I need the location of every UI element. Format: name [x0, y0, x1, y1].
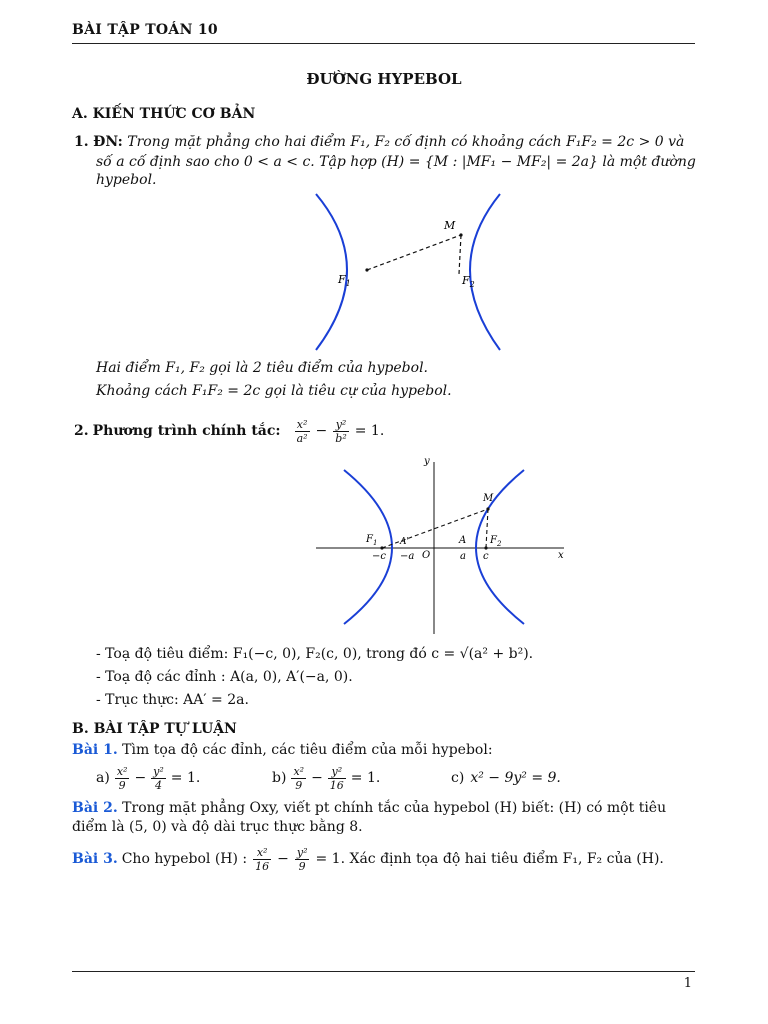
- label-x: x: [558, 550, 564, 561]
- definition-line-3: hypebol.: [96, 172, 157, 188]
- section-b-title: B. BÀI TẬP TỰ LUẬN: [72, 721, 237, 737]
- exercise-1c: c) x² − 9y² = 9.: [451, 770, 561, 786]
- exercise-2-line-2: điểm là (5, 0) và độ dài trục thực bằng 8.: [72, 819, 363, 835]
- label-neg-c: −c: [372, 551, 386, 562]
- item1-number: 1.: [74, 134, 89, 150]
- canonical-equation: 2. Phương trình chính tắc: $\frac{\text{x²}}{\text{a²}}$ − $\frac{\text{y²}}{\text{b²}}$ = 1.: [74, 417, 385, 445]
- definition-line-1: Trong mặt phẳng cho hai điểm F₁, F₂ cố định có khoảng cách F₁F₂ = 2c > 0 và: [127, 134, 685, 150]
- item1-label: ĐN:: [93, 134, 123, 150]
- fraction-y2-9: $\frac{\text{y²}}{9}$: [296, 845, 308, 873]
- fraction-x2-9: $\frac{\text{x²}}{9}$: [293, 764, 305, 792]
- mf1-segment: [382, 509, 488, 548]
- right-branch: [470, 194, 500, 350]
- exercise-1-label: Bài 1.: [72, 742, 118, 758]
- section-a-title: A. KIẾN THỨC CƠ BẢN: [72, 106, 256, 122]
- label-pos-c: c: [483, 551, 489, 562]
- f1-point: [380, 546, 383, 549]
- mf1-segment: [367, 235, 461, 270]
- exercise-1b: b) $\frac{\text{x²}}{9}$ − $\frac{\text{y²}}{16}$ = 1.: [272, 764, 381, 792]
- foci-coordinates: - Toạ độ tiêu điểm: F₁(−c, 0), F₂(c, 0), trong đó c = √(a² + b²).: [96, 646, 534, 662]
- label-a-prime: A': [400, 537, 409, 547]
- m-point: [486, 507, 489, 510]
- exercise-2: [72, 799, 702, 818]
- exercise-2-label: Bài 2.: [72, 800, 118, 816]
- label-neg-a: −a: [400, 551, 415, 562]
- exercise-3: Bài 3. Cho hypebol (H) : $\frac{\text{x²}}{16}$ − $\frac{\text{y²}}{9}$ = 1. Xác định tọa độ hai tiêu điểm F₁, F₂ của (H).: [72, 845, 664, 873]
- focal-distance-note: Khoảng cách F₁F₂ = 2c gọi là tiêu cự của hypebol.: [96, 383, 452, 399]
- mf2-segment: [459, 235, 461, 274]
- page-title: ĐƯỜNG HYPEBOL: [306, 70, 462, 88]
- exercise-1: [72, 741, 493, 760]
- label-f2: $F_2$: [462, 274, 475, 289]
- label-pos-a: a: [460, 551, 466, 562]
- fraction-x2-a2: $\frac{\text{x²}}{\text{a²}}$: [296, 417, 308, 445]
- label-y: y: [424, 456, 430, 467]
- exercise-2-line-1: Trong mặt phẳng Oxy, viết pt chính tắc của hypebol (H) biết: (H) có một tiêu: [122, 800, 667, 816]
- f1-point: [365, 268, 368, 271]
- header-title: BÀI TẬP TOÁN 10: [72, 22, 218, 38]
- label-f1: $F_1$: [338, 273, 351, 288]
- header-rule: [72, 43, 695, 44]
- foci-note: Hai điểm F₁, F₂ gọi là 2 tiêu điểm của hypebol.: [96, 360, 428, 376]
- label-m: M: [483, 493, 494, 504]
- exercise-1-text: Tìm tọa độ các đỉnh, các tiêu điểm của mỗi hypebol:: [122, 742, 493, 758]
- left-branch: [316, 194, 347, 350]
- fraction-x2-9: $\frac{\text{x²}}{9}$: [116, 764, 128, 792]
- label-f1: $F_1$: [366, 534, 378, 547]
- definition-block: [74, 133, 704, 152]
- label-m: M: [444, 219, 456, 232]
- fraction-y2-b2: $\frac{\text{y²}}{\text{b²}}$: [335, 417, 347, 445]
- label-o: O: [422, 550, 431, 561]
- footer-rule: [72, 971, 695, 972]
- fraction-y2-4: $\frac{\text{y²}}{4}$: [153, 764, 164, 792]
- m-point: [459, 233, 462, 236]
- item2-label: Phương trình chính tắc:: [92, 422, 281, 439]
- exercise-1a: a) $\frac{\text{x²}}{9}$ − $\frac{\text{y²}}{4}$ = 1.: [96, 764, 201, 792]
- exercise-3-label: Bài 3.: [72, 850, 118, 867]
- fraction-x2-16: $\frac{\text{x²}}{16}$: [255, 845, 270, 873]
- label-a: A: [459, 535, 467, 546]
- hyperbola-figure-1: [300, 190, 520, 355]
- real-axis: - Trục thực: AA′ = 2a.: [96, 692, 249, 708]
- fraction-y2-16: $\frac{\text{y²}}{16}$: [329, 764, 344, 792]
- label-f2: $F_2$: [490, 535, 502, 548]
- f2-point: [484, 546, 487, 549]
- vertex-coordinates: - Toạ độ các đỉnh : A(a, 0), A′(−a, 0).: [96, 669, 353, 685]
- item2-number: 2.: [74, 422, 89, 439]
- mf2-segment: [486, 509, 488, 548]
- page-number: 1: [683, 976, 692, 991]
- definition-line-2: số a cố định sao cho 0 < a < c. Tập hợp (H) = {M : |MF₁ − MF₂| = 2a} là một đường: [96, 154, 696, 170]
- hyperbola-figure-2: [312, 452, 572, 636]
